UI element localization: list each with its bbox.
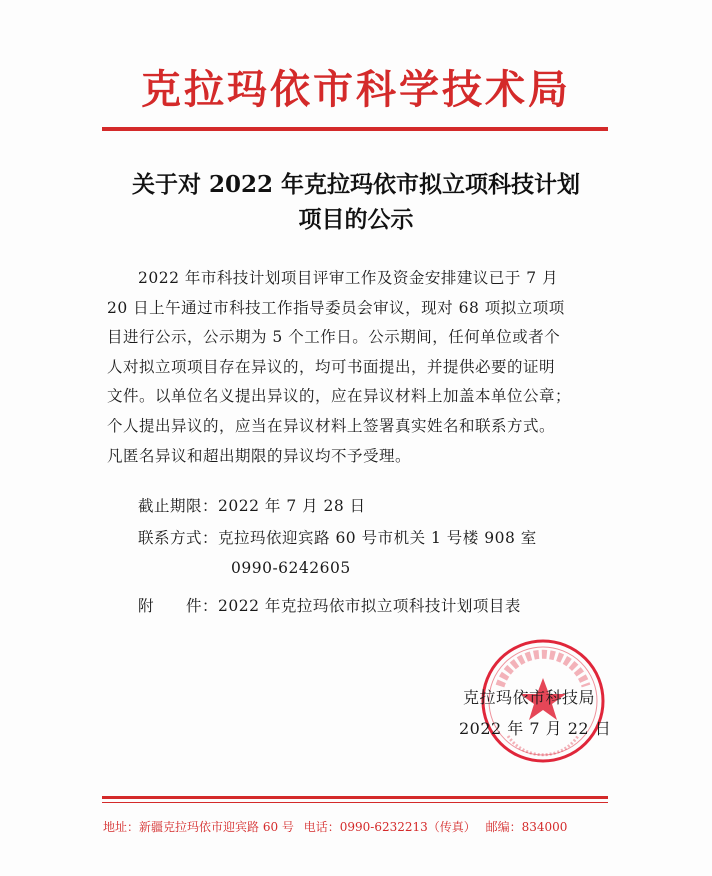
letterhead-title: 克拉玛依市科学技术局 bbox=[141, 66, 571, 113]
deadline-label: 截止期限： bbox=[138, 497, 219, 515]
contact-row bbox=[138, 526, 537, 548]
body-line: 文件。以单位名义提出异议的，应在异议材料上加盖本单位公章； bbox=[107, 387, 572, 406]
notice-body bbox=[107, 264, 607, 471]
footer-rule-thick bbox=[102, 796, 608, 799]
footer-phone: 电话：0990-6232213（传真） bbox=[303, 820, 476, 834]
body-line: 个人提出异议的，应当在异议材料上签署真实姓名和联系方式。 bbox=[107, 416, 556, 435]
footer-rule-thin bbox=[102, 802, 608, 803]
signature-org: 克拉玛依市科技局 bbox=[463, 688, 596, 707]
body-line: 20 日上午通过市科技工作指导委员会审议，现对 68 项拟立项项 bbox=[107, 298, 565, 317]
deadline-value: 2022 年 7 月 28 日 bbox=[218, 497, 366, 515]
footer-info bbox=[103, 818, 573, 835]
attachment-row bbox=[138, 594, 521, 616]
attachment-label: 附 件： bbox=[138, 597, 219, 615]
contact-phone: 0990-6242605 bbox=[231, 559, 351, 577]
footer-postcode: 邮编：834000 bbox=[485, 820, 568, 834]
footer-address: 地址：新疆克拉玛依市迎宾路 60 号 bbox=[103, 820, 294, 834]
attachment-value: 2022 年克拉玛依市拟立项科技计划项目表 bbox=[218, 597, 521, 615]
contact-label: 联系方式： bbox=[138, 529, 219, 547]
body-line: 凡匿名异议和超出期限的异议均不予受理。 bbox=[107, 446, 412, 465]
signature-date: 2022 年 7 月 22 日 bbox=[459, 719, 612, 738]
notice-title-line2: 项目的公示 bbox=[298, 206, 414, 233]
notice-title-line1: 关于对 2022 年克拉玛依市拟立项科技计划 bbox=[131, 171, 581, 198]
body-line: 人对拟立项项目存在异议的，均可书面提出，并提供必要的证明 bbox=[107, 357, 556, 376]
letterhead-divider bbox=[102, 127, 608, 131]
body-line: 2022 年市科技计划项目评审工作及资金安排建议已于 7 月 bbox=[138, 269, 559, 287]
contact-address: 克拉玛依迎宾路 60 号市机关 1 号楼 908 室 bbox=[218, 529, 537, 547]
deadline-row bbox=[138, 494, 366, 516]
body-line: 目进行公示，公示期为 5 个工作日。公示期间，任何单位或者个 bbox=[107, 328, 561, 347]
